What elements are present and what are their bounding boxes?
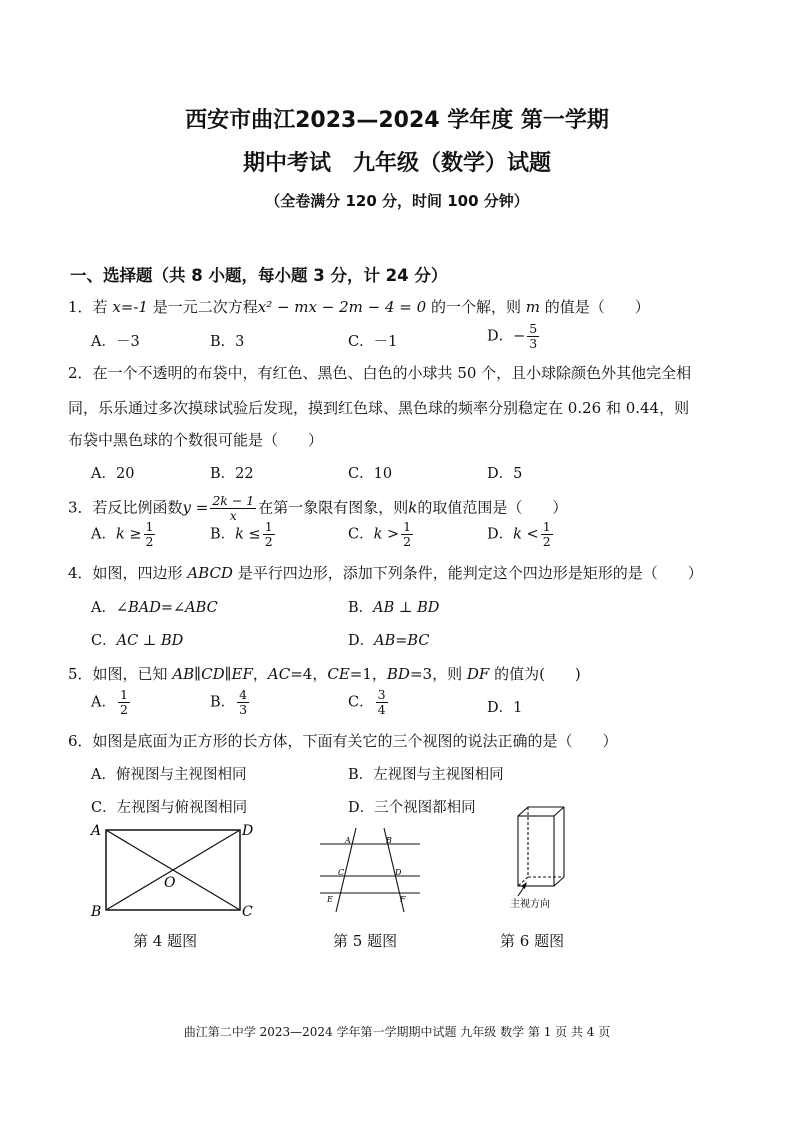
question-4: 4．如图，四边形 ABCD 是平行四边形，添加下列条件，能判定这个四边形是矩形的是（ ） [68,564,703,582]
fraction: $\frac{1}{2}$ [542,519,551,549]
question-2-line1: 2．在一个不透明的布袋中，有红色、黑色、白色的小球共 50 个，且小球除颜色外其他完全相 [68,364,692,382]
q6-option-c: C．左视图与俯视图相同 [91,800,248,816]
question-2-line3: 布袋中黑色球的个数很可能是（ ） [68,431,324,449]
q3-option-a: A．k ≥ $\frac{1}{2}$ [91,519,154,549]
q1-option-a: A．－3 [91,334,140,350]
exam-title-line2: 期中考试 九年级（数学）试题 [242,151,551,176]
q5-option-c: C． $\frac{3}{4}$ [348,687,386,717]
label-d: D [395,868,402,877]
prism-hidden-edge [518,877,528,886]
q4-option-c: C．AC ⊥ BD [91,633,184,649]
exam-subtitle: （全卷满分 120 分，时间 100 分钟） [265,192,529,210]
q2-option-d: D．5 [487,466,523,482]
q5-option-d: D．1 [487,700,523,716]
q4-option-d: D．AB=BC [348,633,430,649]
prism-front-face [518,816,554,886]
q3-option-b: B．k ≤ $\frac{1}{2}$ [210,519,273,549]
question-3: 3．若反比例函数y = $\frac{2k - 1}{x}$ 在第一象限有图象，则k的取值范围是（ ） [68,493,568,523]
q5-option-a: A． $\frac{1}{2}$ [91,687,128,717]
q5-option-b: B． $\frac{4}{3}$ [210,687,248,717]
fraction: $\frac{4}{3}$ [239,687,248,717]
figure-4 [88,818,260,922]
page-footer: 曲江第二中学 2023—2024 学年第一学期期中试题 九年级 数学 第 1 页 共 4 页 [183,1025,611,1039]
question-5: 5．如图，已知 AB∥CD∥EF，AC=4，CE=1，BD=3，则 DF 的值为( ) [68,665,581,683]
q1-option-d: D．− $\frac{5}{3}$ [487,321,538,351]
label-d: D [242,823,254,839]
prism-edge [554,807,564,816]
view-direction-label: 主视方向 [510,899,550,910]
question-6: 6．如图是底面为正方形的长方体，下面有关它的三个视图的说法正确的是（ ） [68,732,618,750]
label-e: E [327,895,333,904]
q3-option-c: C．k > $\frac{1}{2}$ [348,519,412,549]
q6-option-b: B．左视图与主视图相同 [348,767,504,783]
label-c: C [338,868,345,877]
label-o: O [164,875,176,891]
label-a: A [345,836,351,845]
fraction: $\frac{1}{2}$ [264,519,273,549]
question-1: 1．若 x=-1 是一元二次方程x² − mx − 2m − 4 = 0 的一个解，则 m 的值是（ ） [68,298,650,316]
q2-option-b: B．22 [210,466,254,482]
fraction: $\frac{3}{4}$ [377,687,386,717]
q4-option-b: B．AB ⊥ BD [348,600,440,616]
section-heading: 一、选择题（共 8 小题，每小题 3 分，计 24 分） [70,266,448,285]
q4-option-a: A．∠BAD=∠ABC [91,600,218,616]
q6-option-a: A．俯视图与主视图相同 [91,767,247,783]
question-2-line2: 同，乐乐通过多次摸球试验后发现，摸到红色球、黑色球的频率分别稳定在 0.26 和 0.44，则 [68,399,690,417]
fraction: $\frac{2k - 1}{x}$ [212,493,255,523]
figure-5-caption: 第 5 题图 [333,932,398,950]
label-b: B [91,904,102,920]
exam-title-line1: 西安市曲江2023—2024 学年度 第一学期 [185,108,609,133]
label-a: A [91,823,102,839]
q2-option-a: A．20 [91,466,135,482]
label-b: B [386,836,392,845]
q1-option-c: C．－1 [348,334,398,350]
fraction: $\frac{1}{2}$ [119,687,128,717]
figure-6-caption: 第 6 题图 [500,932,565,950]
fraction: $\frac{1}{2}$ [403,519,412,549]
figure-4-caption: 第 4 题图 [133,932,198,950]
q2-option-c: C．10 [348,466,393,482]
q1-option-b: B．3 [210,334,245,350]
q6-option-d: D．三个视图都相同 [348,800,476,816]
figure-6 [500,804,580,912]
label-f: F [400,895,406,904]
prism-edge [554,877,564,886]
figure-5 [314,824,428,916]
prism-edge [518,807,528,816]
q3-option-d: D．k < $\frac{1}{2}$ [487,519,551,549]
label-c: C [242,904,253,920]
q1-equation: x² − mx − 2m − 4 = 0 [257,298,427,316]
fraction: $\frac{5}{3}$ [529,321,538,351]
fraction: $\frac{1}{2}$ [145,519,154,549]
